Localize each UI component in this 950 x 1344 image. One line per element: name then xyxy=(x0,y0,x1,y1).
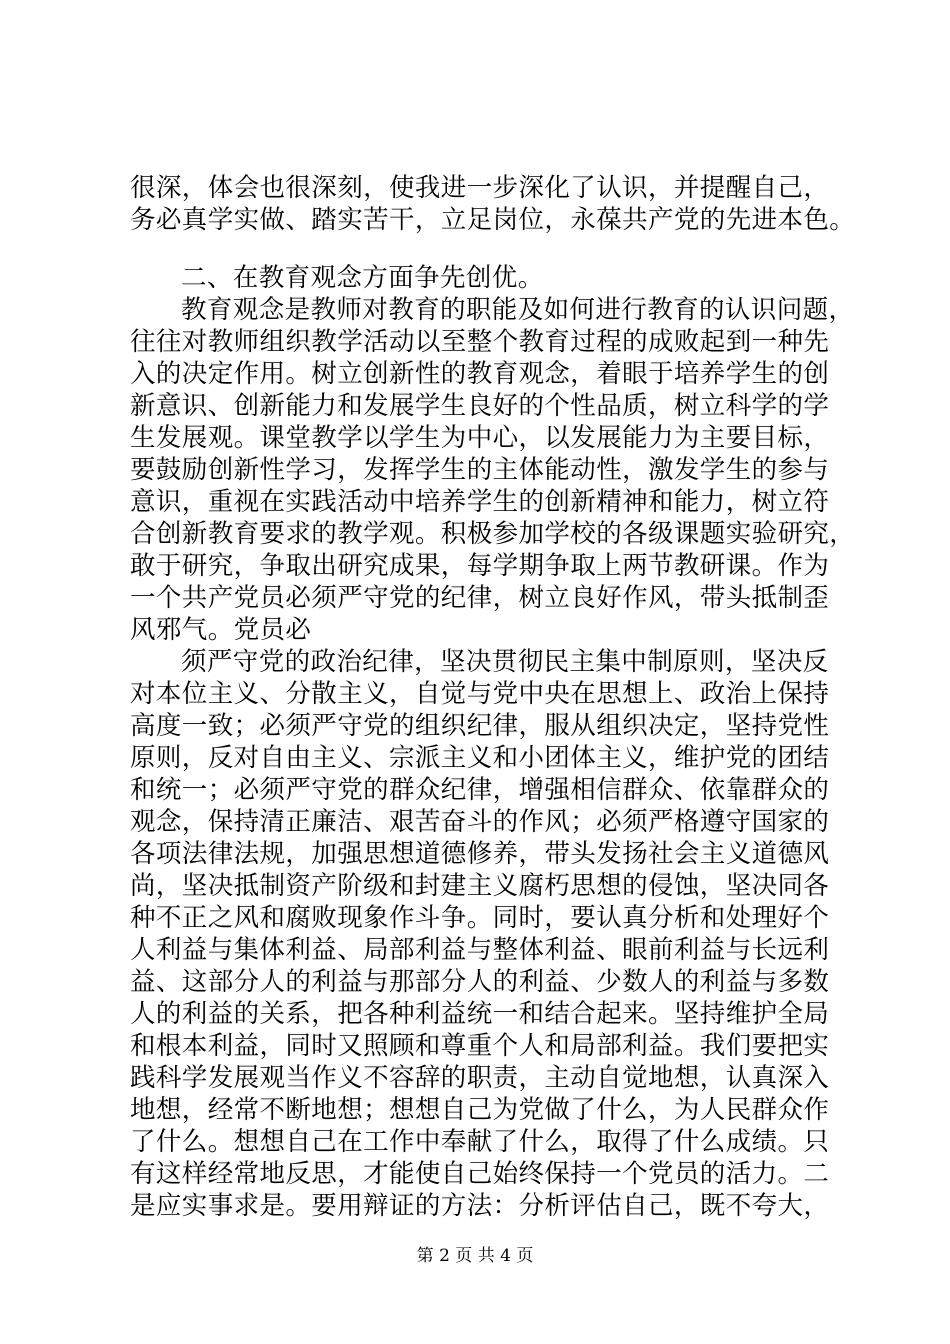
text-line: 意识，重视在实践活动中培养学生的创新精神和能力，树立符 xyxy=(130,487,830,517)
text-line: 和根本利益，同时又照顾和尊重个人和局部利益。我们要把实 xyxy=(130,1031,830,1061)
paragraph-intro xyxy=(130,172,890,236)
text-line: 益、这部分人的利益与那部分人的利益、少数人的利益与多数 xyxy=(130,967,830,997)
text-line: 新意识、创新能力和发展学生良好的个性品质，树立科学的学 xyxy=(130,391,830,421)
text-line: 敢于研究，争取出研究成果，每学期争取上两节教研课。作为 xyxy=(130,551,830,581)
text-line: 和统一；必须严守党的群众纪律，增强相信群众、依靠群众的 xyxy=(130,775,830,805)
text-line: 要鼓励创新性学习，发挥学生的主体能动性，激发学生的参与 xyxy=(130,455,830,485)
text-line: 教育观念是教师对教育的职能及如何进行教育的认识问题， xyxy=(181,295,855,325)
text-line: 往往对教师组织教学活动以至整个教育过程的成败起到一种先 xyxy=(130,327,830,357)
text-line: 各项法律法规，加强思想道德修养，带头发扬社会主义道德风 xyxy=(130,839,830,869)
text-line: 一个共产党员必须严守党的纪律，树立良好作风，带头抵制歪 xyxy=(130,583,830,613)
text-line: 须严守党的政治纪律，坚决贯彻民主集中制原则，坚决反 xyxy=(181,647,829,677)
text-line: 务必真学实做、踏实苦干，立足岗位，永葆共产党的先进本色。 xyxy=(130,205,856,235)
text-line: 合创新教育要求的教学观。积极参加学校的各级课题实验研究， xyxy=(130,519,856,549)
text-line: 有这样经常地反思，才能使自己始终保持一个党员的活力。二 xyxy=(130,1159,830,1189)
text-line: 尚，坚决抵制资产阶级和封建主义腐朽思想的侵蚀，坚决同各 xyxy=(130,871,830,901)
text-line: 原则，反对自由主义、宗派主义和小团体主义，维护党的团结 xyxy=(130,743,830,773)
text-line: 践科学发展观当作义不容辞的职责，主动自觉地想，认真深入 xyxy=(130,1063,830,1093)
text-line: 人利益与集体利益、局部利益与整体利益、眼前利益与长远利 xyxy=(130,935,830,965)
text-line: 对本位主义、分散主义，自觉与党中央在思想上、政治上保持 xyxy=(130,679,830,709)
paragraph-party-discipline xyxy=(130,646,890,1222)
text-line: 生发展观。课堂教学以学生为中心，以发展能力为主要目标， xyxy=(130,423,830,453)
section-heading-block xyxy=(130,262,890,294)
text-line: 入的决定作用。树立创新性的教育观念，着眼于培养学生的创 xyxy=(130,359,830,389)
text-line: 人的利益的关系，把各种利益统一和结合起来。坚持维护全局 xyxy=(130,999,830,1029)
text-line: 高度一致；必须严守党的组织纪律，服从组织决定，坚持党性 xyxy=(130,711,830,741)
text-line: 风邪气。党员必 xyxy=(130,615,312,645)
text-line: 了什么。想想自己在工作中奉献了什么，取得了什么成绩。只 xyxy=(130,1127,830,1157)
text-line: 种不正之风和腐败现象作斗争。同时，要认真分析和处理好个 xyxy=(130,903,830,933)
text-line: 很深，体会也很深刻，使我进一步深化了认识，并提醒自己， xyxy=(130,173,830,203)
text-line: 是应实事求是。要用辩证的方法：分析评估自己，既不夸大， xyxy=(130,1191,830,1221)
page-number-footer: 第 2 页 共 4 页 xyxy=(416,1246,534,1266)
section-heading: 二、在教育观念方面争先创优。 xyxy=(181,263,544,293)
text-line: 观念，保持清正廉洁、艰苦奋斗的作风；必须严格遵守国家的 xyxy=(130,807,830,837)
text-line: 地想，经常不断地想；想想自己为党做了什么，为人民群众作 xyxy=(130,1095,830,1125)
paragraph-education-concept xyxy=(130,294,890,646)
